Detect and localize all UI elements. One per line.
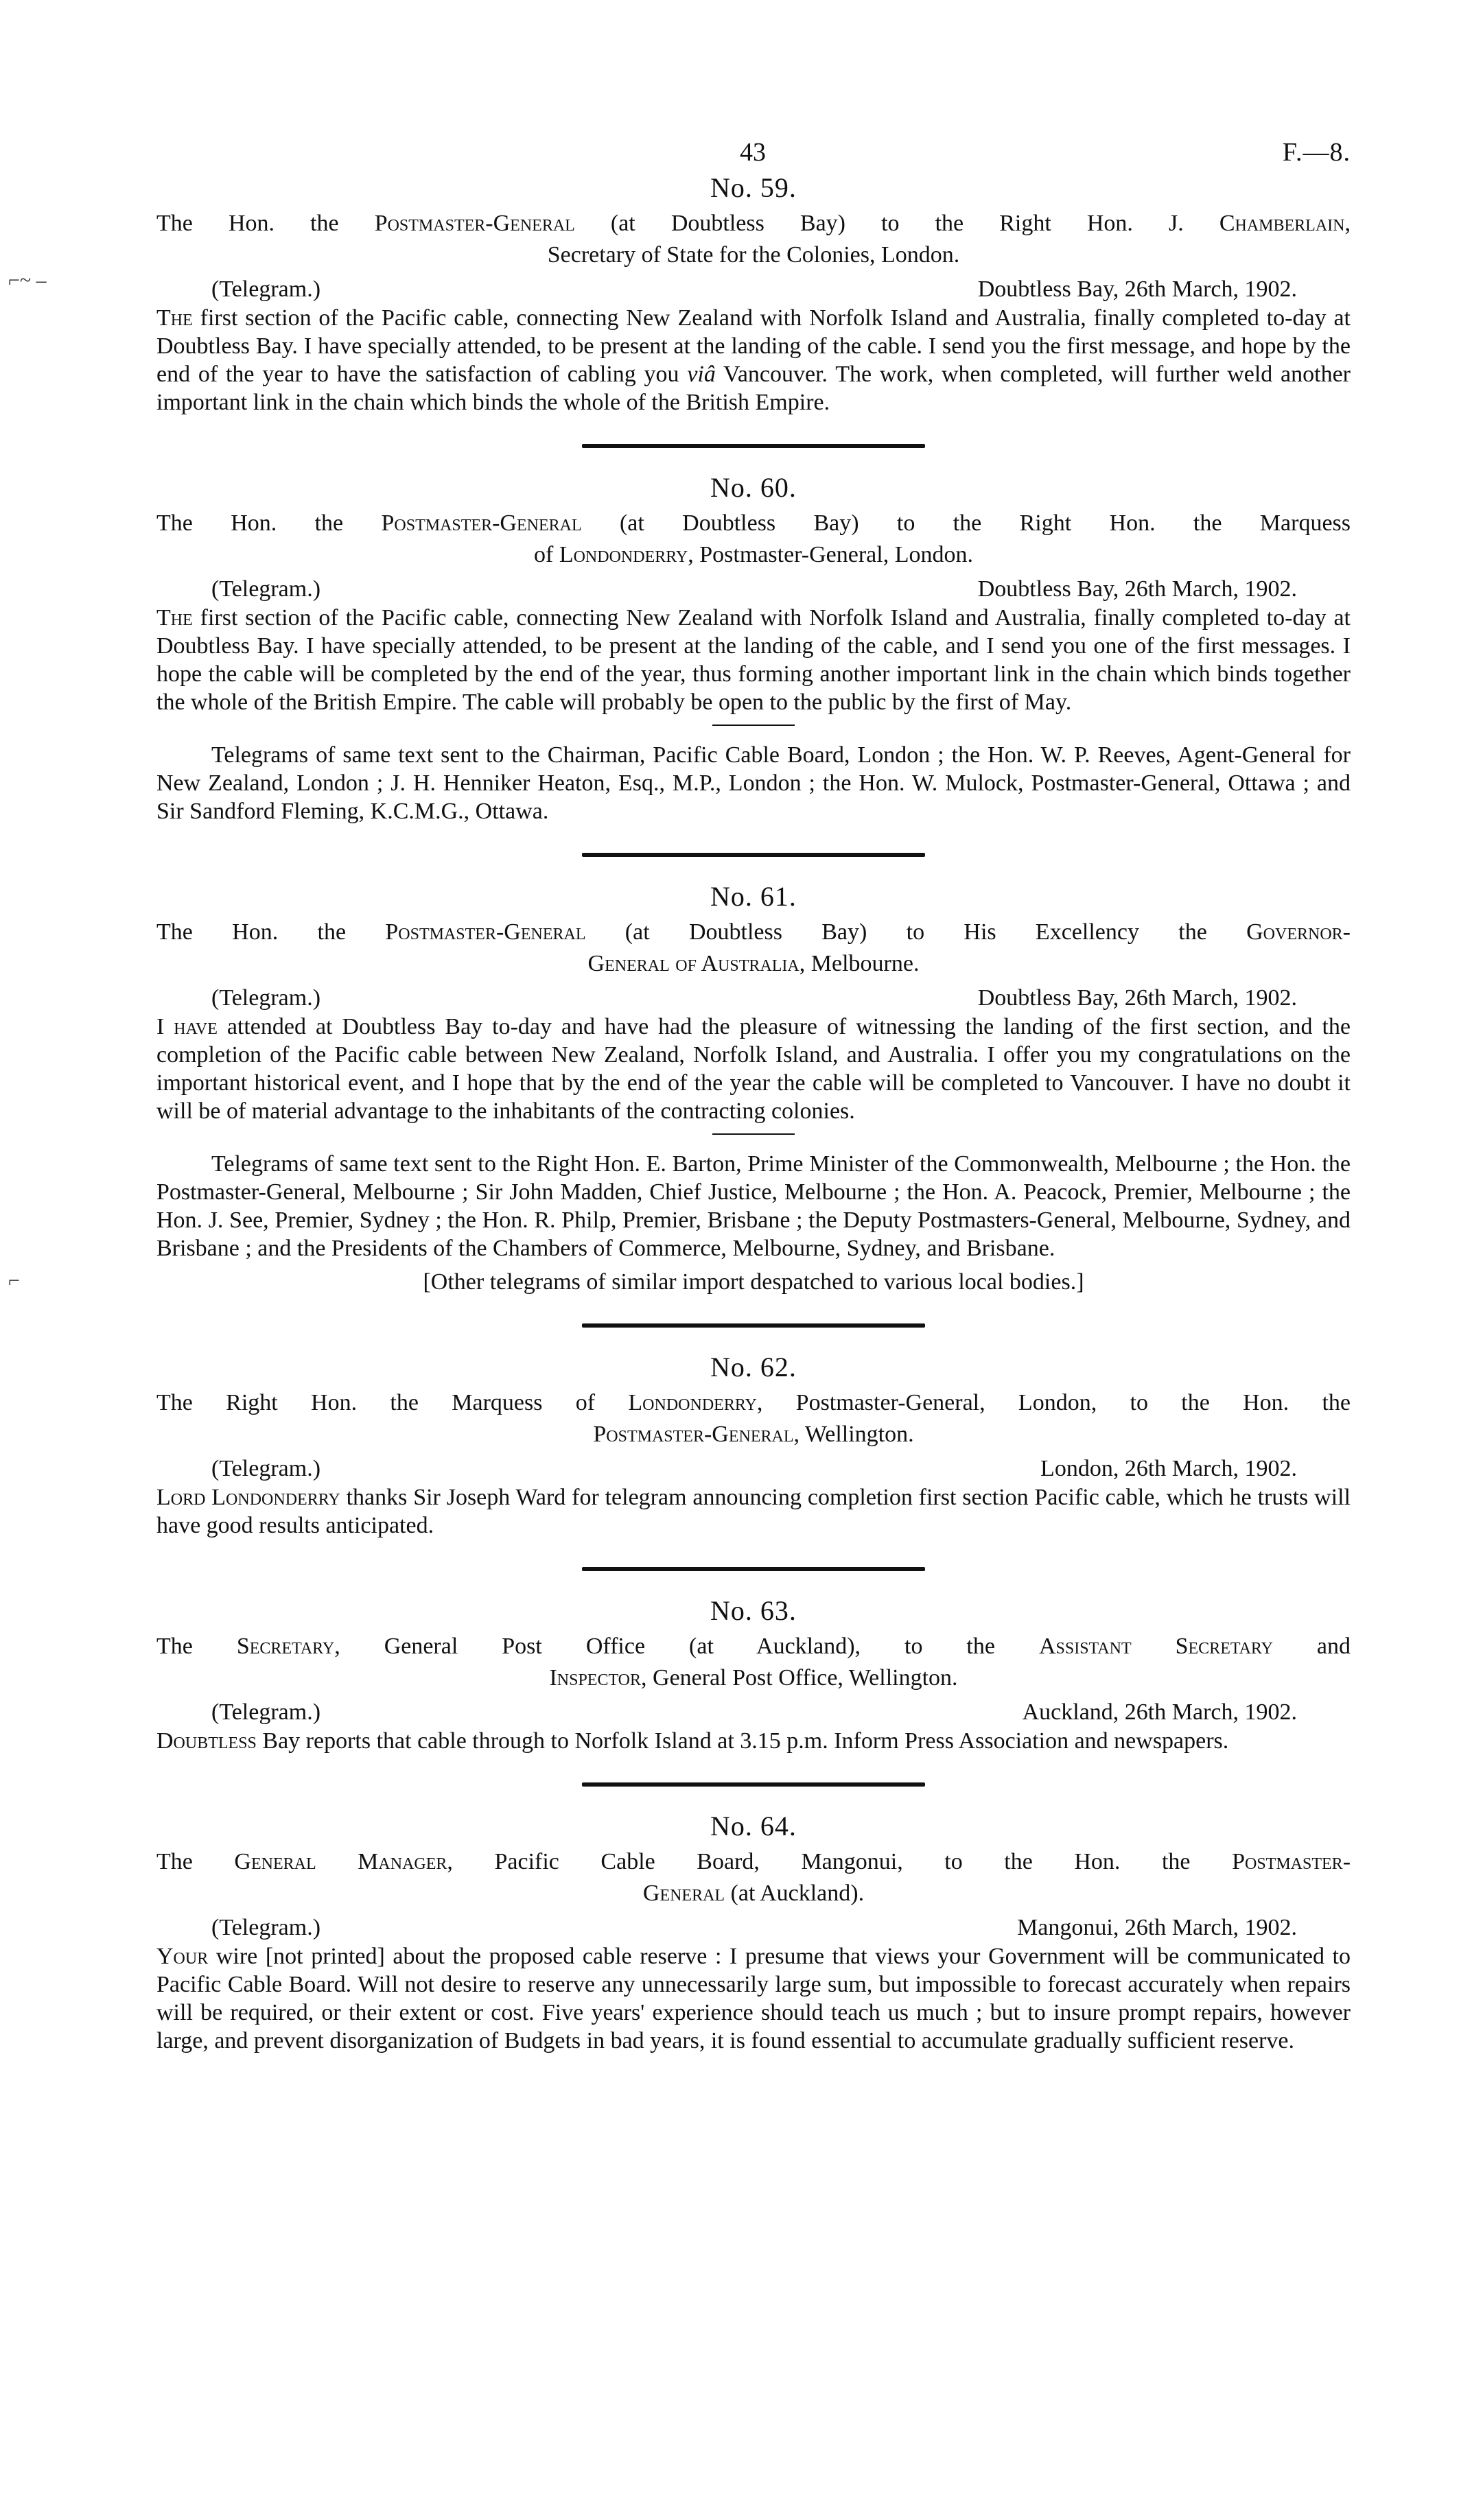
page-number: 43 bbox=[740, 138, 766, 167]
document-number: No. 59. bbox=[710, 172, 797, 203]
telegram-body: Lord Londonderry thanks Sir Joseph Ward for telegram announcing completion first section Pacific cable, which he trusts will have good results anticipated. bbox=[156, 1485, 1351, 1538]
margin-mark: ⌐ bbox=[8, 1269, 20, 1292]
document-number: No. 60. bbox=[710, 472, 797, 503]
place-date: London, 26th March, 1902. bbox=[1040, 1456, 1297, 1481]
short-rule bbox=[712, 1133, 795, 1135]
telegram-label: (Telegram.) bbox=[211, 276, 321, 302]
telegram-line bbox=[156, 1455, 1351, 1483]
telegram-body: Doubtless Bay reports that cable through to Norfolk Island at 3.15 p.m. Inform Press Association and newspapers. bbox=[156, 1728, 1229, 1754]
section-no-62 bbox=[156, 1351, 1351, 1540]
document-page bbox=[156, 130, 1351, 2055]
telegram-label: (Telegram.) bbox=[211, 985, 321, 1011]
telegram-body: Your wire [not printed] about the proposed cable reserve : I presume that views your Government will be communicated to Pacific Cable Board. Will not desire to reserve any unnecessarily large sum, but impossible to forecast accurately when repairs will be required, or their extent or cost. Five years' experience should teach us much ; but to insure prompt repairs, however large, and prevent disorganization of Budgets in bad years, it is found essential to accumulate gradually sufficient reserve. bbox=[156, 1944, 1351, 2053]
place-date: Doubtless Bay, 26th March, 1902. bbox=[977, 276, 1297, 302]
address-heading: The Hon. the Postmaster-General (at Doubtless Bay) to the Right Hon. the Marquess of Londonderry, Postmaster-General, London. bbox=[156, 510, 1351, 567]
section-no-63 bbox=[156, 1594, 1351, 1755]
section-divider bbox=[582, 444, 925, 448]
telegram-label: (Telegram.) bbox=[211, 1699, 321, 1725]
document-number: No. 62. bbox=[710, 1352, 797, 1382]
section-divider bbox=[582, 1782, 925, 1787]
also-sent-note: Telegrams of same text sent to the Right Hon. E. Barton, Prime Minister of the Commonwealth, Melbourne ; the Hon. the Postmaster-General, Melbourne ; Sir John Madden, Chief Justice, Melbourne ; the Hon. A. Peacock, Premier, Melbourne ; the Hon. J. See, Premier, Sydney ; the Hon. R. Philp, Premier, Brisbane ; the Deputy Postmasters-General, Melbourne, Sydney, and Brisbane ; and the Presidents of the Chambers of Commerce, Melbourne, Sydney, and Brisbane. bbox=[156, 1151, 1351, 1261]
telegram-line bbox=[156, 984, 1351, 1013]
address-heading: The Hon. the Postmaster-General (at Doubtless Bay) to the Right Hon. J. Chamberlain, Secretary of State for the Colonies, London. bbox=[156, 211, 1351, 268]
also-sent-note: Telegrams of same text sent to the Chairman, Pacific Cable Board, London ; the Hon. W. P. Reeves, Agent-General for New Zealand, London ; J. H. Henniker Heaton, Esq., M.P., London ; the Hon. W. Mulock, Postmaster-General, Ottawa ; and Sir Sandford Fleming, K.C.M.G., Ottawa. bbox=[156, 742, 1351, 824]
telegram-label: (Telegram.) bbox=[211, 576, 321, 602]
place-date: Auckland, 26th March, 1902. bbox=[1022, 1699, 1297, 1725]
section-divider bbox=[582, 853, 925, 857]
bracketed-note: [Other telegrams of similar import despatched to various local bodies.] bbox=[423, 1269, 1084, 1295]
section-no-64 bbox=[156, 1810, 1351, 2055]
telegram-body: I have attended at Doubtless Bay to-day and have had the pleasure of witnessing the landing of the first section, and the completion of the Pacific cable between New Zealand, Norfolk Island, and Australia. I offer you my congratulations on the important historical event, and I hope that by the end of the year the cable will be completed to Vancouver. I have no doubt it will be of material advantage to the inhabitants of the contracting colonies. bbox=[156, 1014, 1351, 1124]
running-head bbox=[156, 130, 1351, 172]
document-number: No. 64. bbox=[710, 1811, 797, 1841]
place-date: Doubtless Bay, 26th March, 1902. bbox=[977, 576, 1297, 602]
telegram-line bbox=[156, 275, 1351, 304]
document-number: No. 61. bbox=[710, 881, 797, 912]
address-heading: The Right Hon. the Marquess of Londonderry, Postmaster-General, London, to the Hon. the Postmaster-General, Wellington. bbox=[156, 1390, 1351, 1447]
telegram-body: The first section of the Pacific cable, connecting New Zealand with Norfolk Island and Australia, finally completed to-day at Doubtless Bay. I have specially attended, to be present at the landing of the cable, and I send you one of the first messages. I hope the cable will be completed by the end of the year, thus forming another important link in the chain which binds together the whole of the British Empire. The cable will probably be open to the public by the first of May. bbox=[156, 605, 1351, 715]
telegram-line bbox=[156, 575, 1351, 604]
place-date: Doubtless Bay, 26th March, 1902. bbox=[977, 985, 1297, 1011]
telegram-line bbox=[156, 1698, 1351, 1727]
margin-mark: ⌐~ – bbox=[8, 269, 47, 292]
section-no-59 bbox=[156, 172, 1351, 416]
address-heading: The General Manager, Pacific Cable Board, Mangonui, to the Hon. the Postmaster- General (at Auckland). bbox=[156, 1849, 1351, 1906]
short-rule bbox=[712, 725, 795, 726]
section-divider bbox=[582, 1567, 925, 1571]
place-date: Mangonui, 26th March, 1902. bbox=[1017, 1915, 1297, 1940]
document-reference: F.—8. bbox=[1282, 138, 1351, 167]
document-number: No. 63. bbox=[710, 1595, 797, 1626]
address-heading: The Secretary, General Post Office (at Auckland), to the Assistant Secretary and Inspector, General Post Office, Wellington. bbox=[156, 1634, 1351, 1691]
telegram-body: The first section of the Pacific cable, connecting New Zealand with Norfolk Island and Australia, finally completed to-day at Doubtless Bay. I have specially attended, to be present at the landing of the cable. I send you the first message, and hope by the end of the year to have the satisfaction of cabling you viâ Vancouver. The work, when completed, will further weld another important link in the chain which binds the whole of the British Empire. bbox=[156, 305, 1351, 415]
section-divider bbox=[582, 1323, 925, 1328]
section-no-61 bbox=[156, 880, 1351, 1296]
telegram-label: (Telegram.) bbox=[211, 1456, 321, 1481]
telegram-label: (Telegram.) bbox=[211, 1915, 321, 1940]
section-no-60 bbox=[156, 471, 1351, 825]
telegram-line bbox=[156, 1913, 1351, 1942]
address-heading: The Hon. the Postmaster-General (at Doubtless Bay) to His Excellency the Governor- General of Australia, Melbourne. bbox=[156, 919, 1351, 976]
